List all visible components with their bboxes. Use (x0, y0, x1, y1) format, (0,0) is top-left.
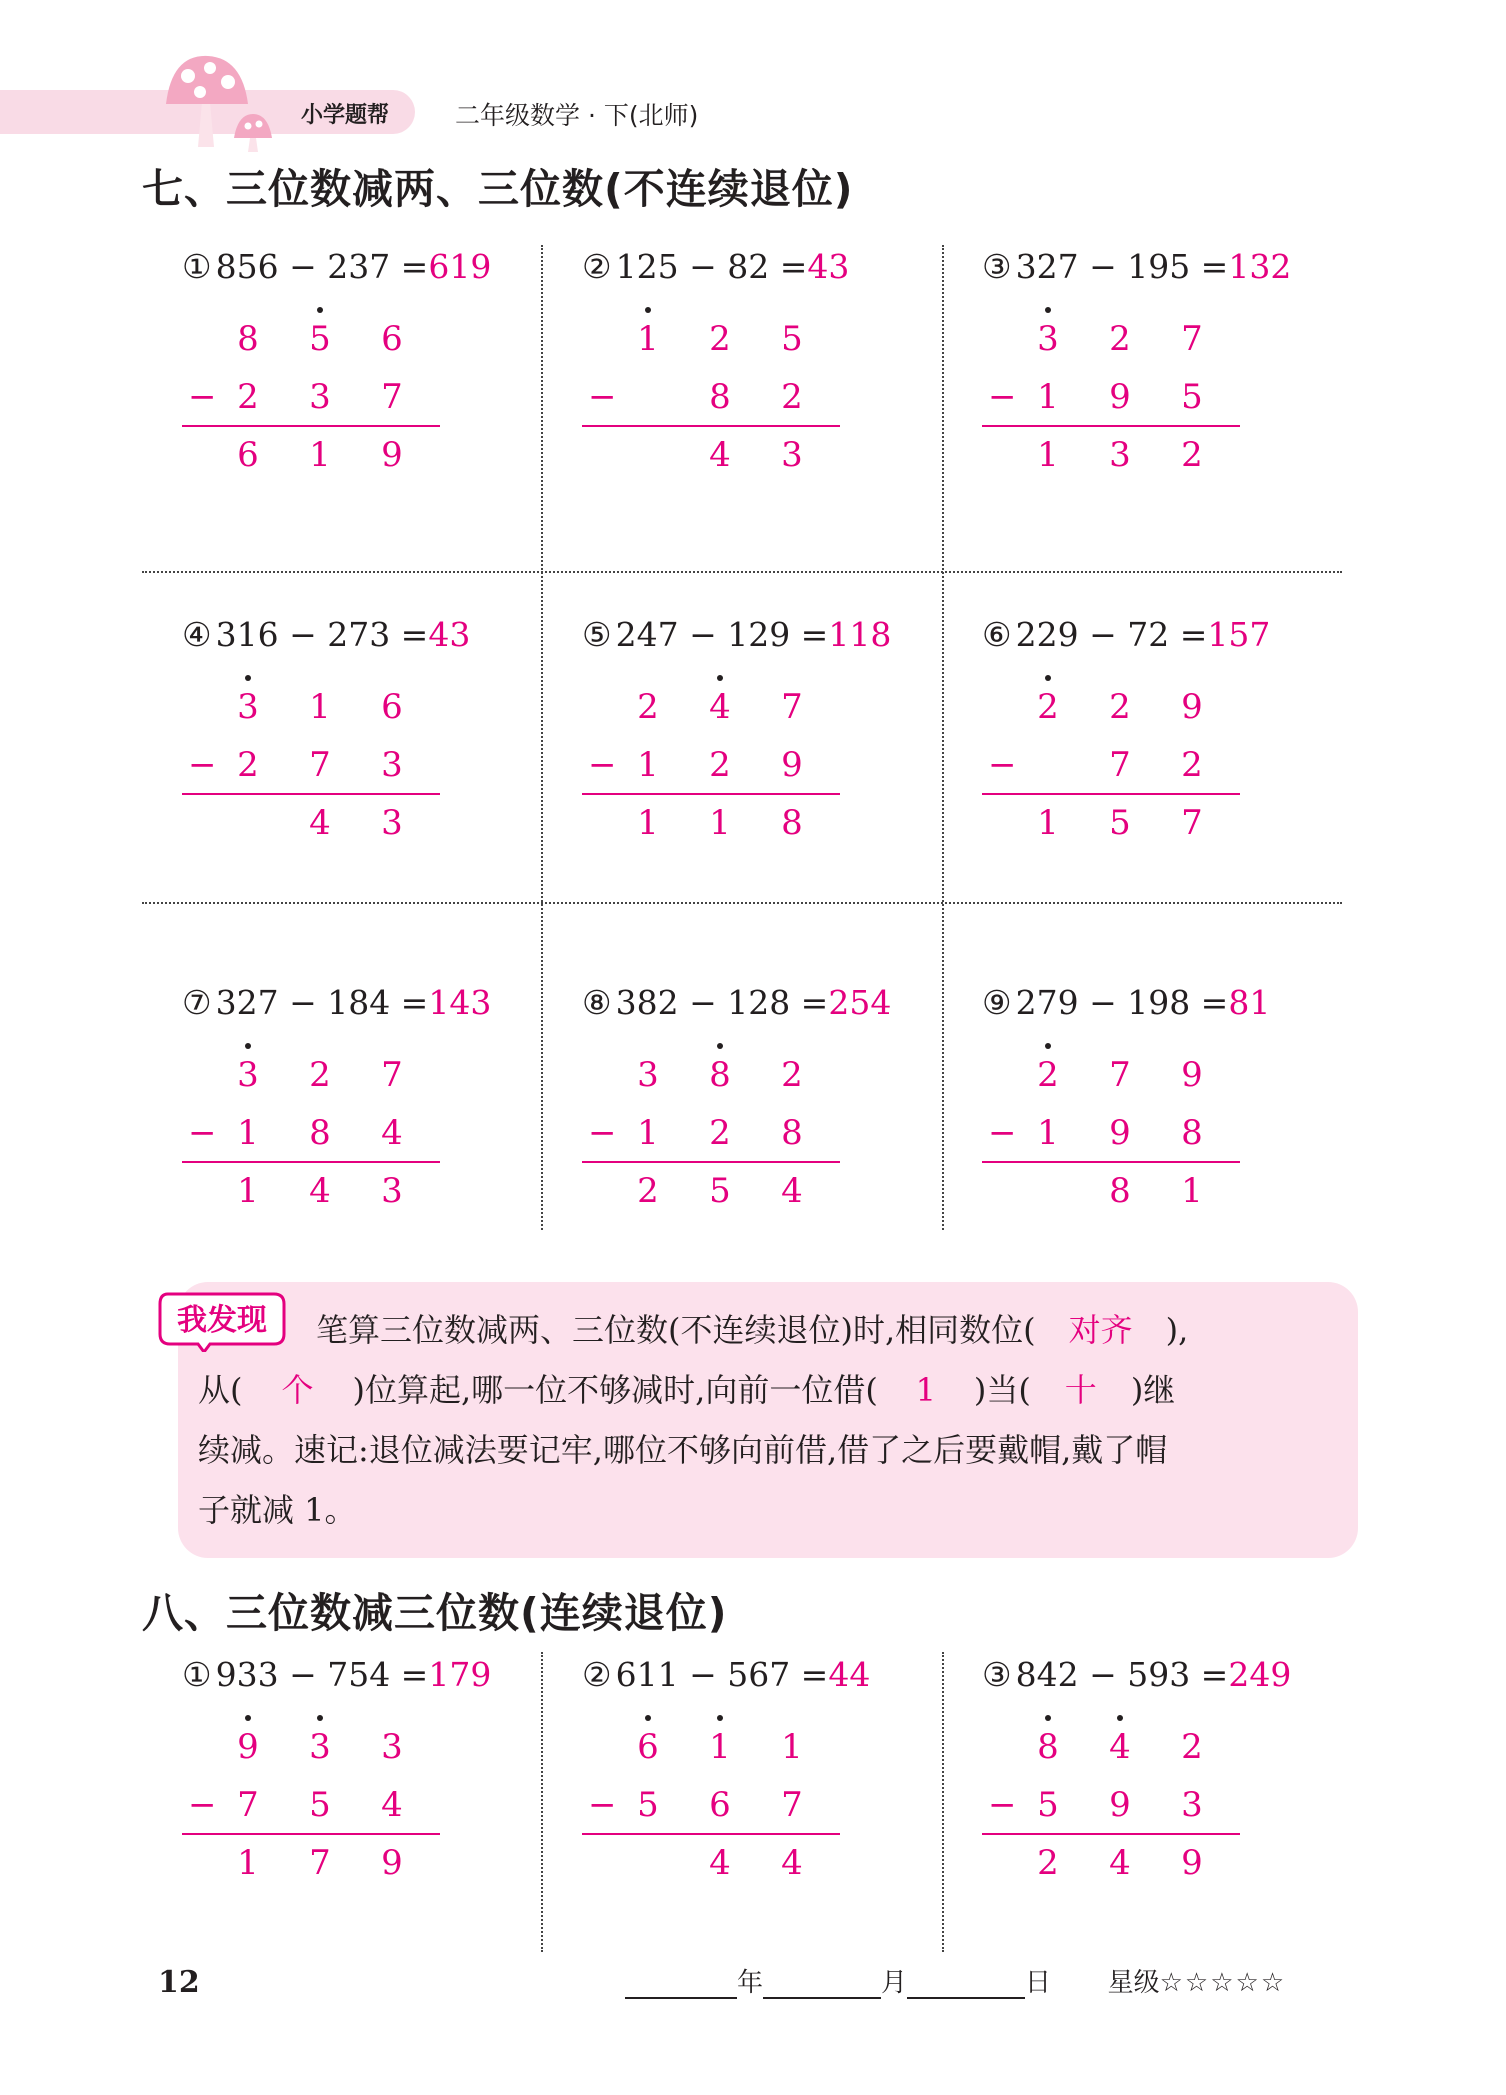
minus-sign: − (988, 1785, 1017, 1825)
vertical-digit-res[interactable]: 3 (381, 1171, 403, 1211)
result-line (182, 1833, 440, 1835)
vertical-digit-top: 2 (1037, 1055, 1059, 1095)
vertical-digit-bot: 5 (309, 1785, 331, 1825)
problem-answer[interactable]: 254 (828, 983, 892, 1022)
vertical-digit-bot: 2 (237, 377, 259, 417)
vertical-digit-res[interactable]: 4 (781, 1843, 803, 1883)
vertical-digit-res[interactable]: 1 (237, 1843, 259, 1883)
minus-sign: − (988, 377, 1017, 417)
vertical-digit-bot: 2 (1181, 745, 1203, 785)
problem-answer[interactable]: 157 (1207, 615, 1271, 654)
vertical-digit-res[interactable]: 9 (1181, 1843, 1203, 1883)
rating-label: 星级 (1107, 1968, 1160, 1998)
vertical-digit-bot: 7 (1109, 745, 1131, 785)
vertical-digit-top: 6 (381, 687, 403, 727)
year-blank[interactable] (625, 1971, 737, 1999)
vertical-digit-top: 7 (781, 687, 803, 727)
vertical-digit-bot: 2 (709, 745, 731, 785)
borrow-dot (717, 1043, 723, 1049)
vertical-digit-res[interactable]: 1 (709, 803, 731, 843)
vertical-digit-res[interactable]: 4 (709, 1843, 731, 1883)
vertical-digit-res[interactable]: 3 (1109, 435, 1131, 475)
vertical-digit-bot: 2 (237, 745, 259, 785)
vertical-digit-res[interactable]: 2 (637, 1171, 659, 1211)
minus-sign: − (588, 1113, 617, 1153)
vertical-digit-bot: 9 (781, 745, 803, 785)
vertical-digit-res[interactable]: 9 (381, 435, 403, 475)
problem-answer[interactable]: 143 (428, 983, 492, 1022)
rating-stars[interactable]: ☆☆☆☆☆ (1159, 1968, 1287, 1998)
vertical-digit-top: 2 (709, 319, 731, 359)
problem-equation: ③ 327 − 195 =132 (982, 247, 1292, 286)
vertical-digit-res[interactable]: 2 (1037, 1843, 1059, 1883)
month-label: 月 (881, 1968, 908, 1998)
result-line (182, 793, 440, 795)
vertical-digit-res[interactable]: 1 (1037, 803, 1059, 843)
row-divider (142, 571, 1342, 573)
vertical-digit-bot: 5 (637, 1785, 659, 1825)
problem-equation: ① 933 − 754 =179 (182, 1655, 492, 1694)
borrow-dot (1045, 307, 1051, 313)
minus-sign: − (988, 745, 1017, 785)
vertical-digit-top: 3 (1037, 319, 1059, 359)
vertical-digit-top: 6 (381, 319, 403, 359)
problem-cell (542, 225, 942, 555)
problem-answer[interactable]: 44 (828, 1655, 871, 1694)
column-divider (942, 245, 944, 1230)
borrow-dot (645, 1715, 651, 1721)
vertical-digit-top: 9 (1181, 1055, 1203, 1095)
borrow-dot (1045, 675, 1051, 681)
result-line (582, 793, 840, 795)
vertical-digit-bot: 3 (381, 745, 403, 785)
vertical-digit-bot: 1 (637, 1113, 659, 1153)
minus-sign: − (588, 745, 617, 785)
vertical-digit-bot: 8 (781, 1113, 803, 1153)
vertical-digit-top: 7 (381, 1055, 403, 1095)
problem-cell (142, 961, 542, 1291)
problem-equation: ⑥ 229 − 72 =157 (982, 615, 1271, 654)
problem-cell (942, 1633, 1342, 1963)
vertical-digit-top: 1 (781, 1727, 803, 1767)
vertical-digit-bot: 2 (709, 1113, 731, 1153)
minus-sign: − (188, 377, 217, 417)
vertical-digit-top: 3 (309, 1727, 331, 1767)
column-divider (942, 1652, 944, 1952)
vertical-digit-top: 2 (309, 1055, 331, 1095)
result-line (182, 1161, 440, 1163)
day-blank[interactable] (907, 1971, 1025, 1999)
problem-cell (142, 593, 542, 923)
borrow-dot (1117, 1715, 1123, 1721)
problem-equation: ⑤ 247 − 129 =118 (582, 615, 892, 654)
vertical-digit-res[interactable]: 3 (781, 435, 803, 475)
problem-equation: ② 125 − 82 =43 (582, 247, 850, 286)
blank-one: 1 (915, 1371, 936, 1409)
vertical-digit-res[interactable]: 4 (309, 803, 331, 843)
problem-answer[interactable]: 118 (828, 615, 892, 654)
vertical-digit-res[interactable]: 1 (237, 1171, 259, 1211)
vertical-digit-res[interactable]: 1 (1181, 1171, 1203, 1211)
vertical-digit-bot: 2 (781, 377, 803, 417)
borrow-dot (1045, 1715, 1051, 1721)
vertical-digit-bot: 7 (781, 1785, 803, 1825)
vertical-digit-top: 7 (1181, 319, 1203, 359)
problem-equation: ④ 316 − 273 =43 (182, 615, 471, 654)
vertical-digit-bot: 9 (1109, 1785, 1131, 1825)
vertical-digit-res[interactable]: 2 (1181, 435, 1203, 475)
vertical-digit-top: 2 (1181, 1727, 1203, 1767)
problem-answer[interactable]: 132 (1228, 247, 1292, 286)
vertical-digit-bot: 1 (237, 1113, 259, 1153)
column-divider (541, 1652, 543, 1952)
vertical-digit-bot: 8 (309, 1113, 331, 1153)
day-label: 日 (1025, 1968, 1052, 1998)
vertical-digit-bot: 5 (1181, 377, 1203, 417)
mushroom-logo-icon (162, 52, 292, 152)
problem-equation: ⑨ 279 − 198 =81 (982, 983, 1271, 1022)
vertical-digit-bot: 4 (381, 1113, 403, 1153)
vertical-digit-res[interactable]: 9 (381, 1843, 403, 1883)
vertical-digit-res[interactable]: 4 (709, 435, 731, 475)
date-rating-line (625, 1962, 1286, 1999)
result-line (982, 425, 1240, 427)
borrow-dot (645, 307, 651, 313)
vertical-digit-top: 3 (381, 1727, 403, 1767)
problem-cell (142, 1633, 542, 1963)
vertical-digit-bot: 3 (1181, 1785, 1203, 1825)
borrow-dot (717, 675, 723, 681)
vertical-digit-top: 1 (637, 319, 659, 359)
blank-ones: 个 (281, 1371, 314, 1409)
vertical-digit-top: 9 (237, 1727, 259, 1767)
vertical-digit-top: 2 (1109, 319, 1131, 359)
vertical-digit-bot: 7 (309, 745, 331, 785)
vertical-digit-top: 7 (1109, 1055, 1131, 1095)
problem-cell (142, 225, 542, 555)
result-line (982, 1161, 1240, 1163)
vertical-digit-top: 3 (637, 1055, 659, 1095)
brand-label: 小学题帮 (300, 102, 389, 128)
vertical-digit-res[interactable]: 3 (381, 803, 403, 843)
discovery-line-4: 子就减 1。 (198, 1491, 357, 1529)
result-line (982, 793, 1240, 795)
minus-sign: − (988, 1113, 1017, 1153)
vertical-digit-top: 8 (237, 319, 259, 359)
result-line (582, 1161, 840, 1163)
section8-title: 八、三位数减三位数(连续退位) (142, 1589, 728, 1637)
vertical-digit-bot: 9 (1109, 1113, 1131, 1153)
borrow-dot (1045, 1043, 1051, 1049)
vertical-digit-top: 5 (309, 319, 331, 359)
vertical-digit-bot: 1 (637, 745, 659, 785)
minus-sign: − (588, 377, 617, 417)
vertical-digit-bot: 5 (1037, 1785, 1059, 1825)
vertical-digit-res[interactable]: 4 (1109, 1843, 1131, 1883)
month-blank[interactable] (763, 1971, 881, 1999)
borrow-dot (245, 675, 251, 681)
vertical-digit-res[interactable]: 5 (709, 1171, 731, 1211)
column-divider (541, 245, 543, 1230)
problem-answer[interactable]: 43 (428, 615, 471, 654)
vertical-digit-res[interactable]: 8 (781, 803, 803, 843)
result-line (582, 425, 840, 427)
row-divider (142, 902, 1342, 904)
problem-equation: ⑧ 382 − 128 =254 (582, 983, 892, 1022)
year-label: 年 (737, 1968, 764, 1998)
vertical-digit-top: 3 (237, 1055, 259, 1095)
vertical-digit-res[interactable]: 6 (237, 435, 259, 475)
blank-ten: 十 (1064, 1371, 1097, 1409)
vertical-digit-bot: 1 (1037, 1113, 1059, 1153)
vertical-digit-top: 9 (1181, 687, 1203, 727)
vertical-digit-top: 3 (237, 687, 259, 727)
problem-answer[interactable]: 43 (807, 247, 850, 286)
discovery-line-1: 笔算三位数减两、三位数(不连续退位)时,相同数位( 对齐 ), (316, 1300, 1188, 1360)
vertical-digit-top: 2 (637, 687, 659, 727)
vertical-digit-top: 8 (709, 1055, 731, 1095)
page-number: 12 (158, 1965, 200, 2000)
problem-equation: ③ 842 − 593 =249 (982, 1655, 1292, 1694)
vertical-digit-top: 6 (637, 1727, 659, 1767)
vertical-digit-bot: 8 (1181, 1113, 1203, 1153)
discovery-tag-label: 我发现 (177, 1303, 267, 1338)
vertical-digit-top: 2 (1109, 687, 1131, 727)
vertical-digit-bot: 9 (1109, 377, 1131, 417)
vertical-digit-top: 5 (781, 319, 803, 359)
vertical-digit-bot: 1 (1037, 377, 1059, 417)
vertical-digit-res[interactable]: 1 (309, 435, 331, 475)
vertical-digit-top: 1 (309, 687, 331, 727)
blank-align: 对齐 (1068, 1311, 1133, 1349)
problem-answer[interactable]: 179 (428, 1655, 492, 1694)
problem-cell (942, 225, 1342, 555)
result-line (982, 1833, 1240, 1835)
problem-equation: ⑦ 327 − 184 =143 (182, 983, 492, 1022)
vertical-digit-bot: 7 (237, 1785, 259, 1825)
vertical-digit-top: 8 (1037, 1727, 1059, 1767)
minus-sign: − (188, 1785, 217, 1825)
borrow-dot (717, 1715, 723, 1721)
vertical-digit-res[interactable]: 5 (1109, 803, 1131, 843)
problem-cell (542, 961, 942, 1291)
vertical-digit-top: 4 (709, 687, 731, 727)
section7-title: 七、三位数减两、三位数(不连续退位) (142, 165, 854, 213)
problem-answer[interactable]: 249 (1228, 1655, 1292, 1694)
problem-equation: ② 611 − 567 =44 (582, 1655, 871, 1694)
minus-sign: − (588, 1785, 617, 1825)
problem-cell (942, 961, 1342, 1291)
vertical-digit-top: 2 (1037, 687, 1059, 727)
borrow-dot (317, 1715, 323, 1721)
vertical-digit-res[interactable]: 1 (1037, 435, 1059, 475)
discovery-tag (158, 1288, 286, 1352)
borrow-dot (245, 1043, 251, 1049)
vertical-digit-bot: 8 (709, 377, 731, 417)
vertical-digit-res[interactable]: 7 (309, 1843, 331, 1883)
minus-sign: − (188, 745, 217, 785)
problem-answer[interactable]: 619 (428, 247, 492, 286)
problem-equation: ① 856 − 237 =619 (182, 247, 492, 286)
vertical-digit-top: 2 (781, 1055, 803, 1095)
discovery-line-3: 续减。速记:退位减法要记牢,哪位不够向前借,借了之后要戴帽,戴了帽 (198, 1431, 1168, 1469)
problem-cell (542, 1633, 942, 1963)
result-line (582, 1833, 840, 1835)
book-title: 二年级数学 · 下(北师) (455, 101, 699, 130)
result-line (182, 425, 440, 427)
borrow-dot (245, 1715, 251, 1721)
vertical-digit-bot: 4 (381, 1785, 403, 1825)
minus-sign: − (188, 1113, 217, 1153)
vertical-digit-res[interactable]: 4 (781, 1171, 803, 1211)
borrow-dot (317, 307, 323, 313)
vertical-digit-top: 4 (1109, 1727, 1131, 1767)
problem-cell (942, 593, 1342, 923)
vertical-digit-res[interactable]: 8 (1109, 1171, 1131, 1211)
problem-answer[interactable]: 81 (1228, 983, 1271, 1022)
vertical-digit-top: 1 (709, 1727, 731, 1767)
vertical-digit-bot: 7 (381, 377, 403, 417)
discovery-box (178, 1282, 1358, 1558)
problem-cell (542, 593, 942, 923)
vertical-digit-bot: 3 (309, 377, 331, 417)
vertical-digit-res[interactable]: 4 (309, 1171, 331, 1211)
vertical-digit-res[interactable]: 1 (637, 803, 659, 843)
discovery-line-2: 从( 个 )位算起,哪一位不够减时,向前一位借( 1 )当( 十 )继 (198, 1360, 1175, 1420)
vertical-digit-res[interactable]: 7 (1181, 803, 1203, 843)
vertical-digit-bot: 6 (709, 1785, 731, 1825)
